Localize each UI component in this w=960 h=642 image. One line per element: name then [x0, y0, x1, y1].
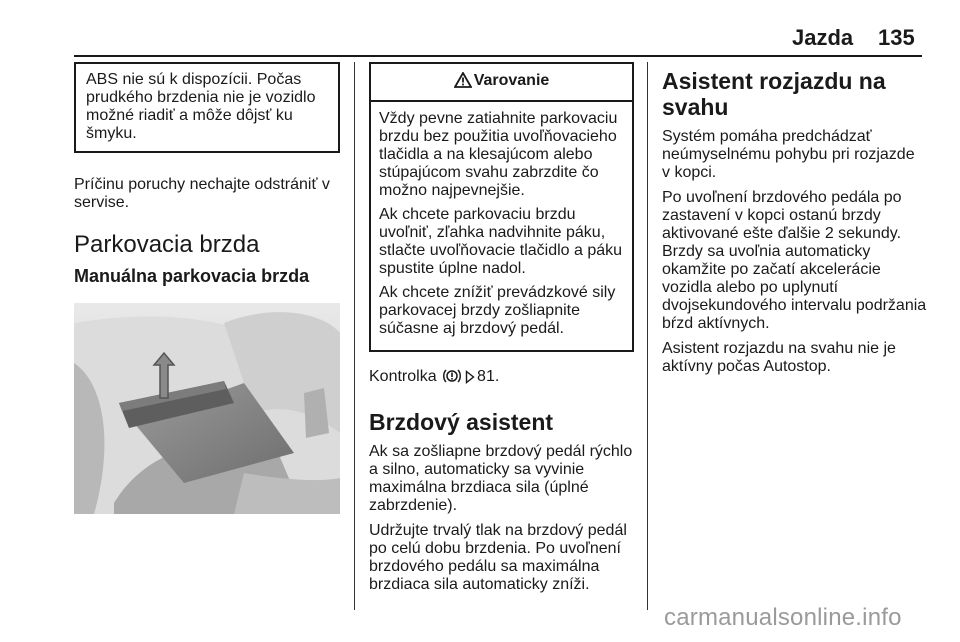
brake-assist-paragraph-2: Udržujte trvalý tlak na brzdový pedál po celú dobu brzdenia. Po uvoľnení brzdového pedálu sa maximálna brzdiaca sila automaticky zníži.: [369, 522, 627, 593]
page-number: 135: [878, 25, 915, 50]
subheading-manual-parking-brake: Manuálna parkovacia brzda: [74, 266, 310, 286]
warning-title: Varovanie: [473, 72, 550, 89]
running-header-title: Jazda: [792, 25, 854, 50]
section-heading-parking-brake: Parkovacia brzda: [74, 231, 260, 258]
hill-assist-paragraph-2: Po uvoľnení brzdového pedála po zastavení v kopci ostanú brzdy aktivované ešte ďalšie 2 sekundy. Brzdy sa uvoľnia automaticky okamžite po začatí akcelerácie vozidla alebo po uplynutí dvojsekundového intervalu podržania bŕzd aktívnych.: [662, 189, 927, 332]
warning-box: [369, 62, 634, 352]
column-1: [74, 62, 340, 514]
watermark: carmanualsonline.info: [664, 604, 902, 631]
warning-paragraph-2: Ak chcete parkovaciu brzdu uvoľniť, zľahka nadvihnite páku, stlačte uvoľňovacie tlačidlo a páku spustite úplne nadol.: [379, 206, 623, 277]
column-3: [662, 62, 927, 383]
section-heading-brake-assist: Brzdový asistent: [369, 409, 554, 435]
parking-brake-figure: [74, 303, 340, 514]
parking-brake-illustration: [74, 303, 340, 514]
column-divider-1: [354, 62, 355, 610]
hill-assist-paragraph-3: Asistent rozjazdu na svahu nie je aktívny počas Autostop.: [662, 340, 896, 375]
hill-assist-paragraph-1: Systém pomáha predchádzať neúmyselnému pohybu pri rozjazde v kopci.: [662, 128, 915, 181]
warning-paragraph-3: Ak chcete znížiť prevádzkové sily parkovacej brzdy zošliapnite súčasne aj brzdový pedál.: [379, 284, 616, 337]
column-divider-2: [647, 62, 648, 610]
page-reference-triangle-icon[interactable]: [465, 370, 475, 389]
warning-header: [371, 64, 632, 102]
section-heading-hill-start-assist: Asistent rozjazdu na svahu: [662, 68, 886, 120]
paragraph-service: Príčinu poruchy nechajte odstrániť v servise.: [74, 176, 330, 211]
warning-triangle-icon: [454, 72, 472, 94]
abs-notice-text: ABS nie sú k dispozícii. Počas prudkého brzdenia nie je vozidlo možné riadiť a môže dôjsť ku šmyku.: [86, 71, 316, 142]
kontrolka-label: Kontrolka: [369, 368, 437, 385]
column-2: [369, 62, 634, 601]
warning-paragraph-1: Vždy pevne zatiahnite parkovaciu brzdu bez použitia uvoľňovacieho tlačidla a na klesajúcom alebo stúpajúcom svahu zabrzdite čo možno najpevnejšie.: [379, 110, 618, 199]
abs-notice-box: [74, 62, 340, 153]
kontrolka-page-ref[interactable]: 81.: [477, 368, 500, 385]
header-rule: [74, 55, 922, 57]
kontrolka-reference: [369, 368, 634, 389]
brake-assist-paragraph-1: Ak sa zošliapne brzdový pedál rýchlo a silno, automaticky sa vyvinie maximálna brzdiaca sila (úplné zabrzdenie).: [369, 443, 633, 514]
brake-warning-lamp-icon: [443, 368, 461, 389]
